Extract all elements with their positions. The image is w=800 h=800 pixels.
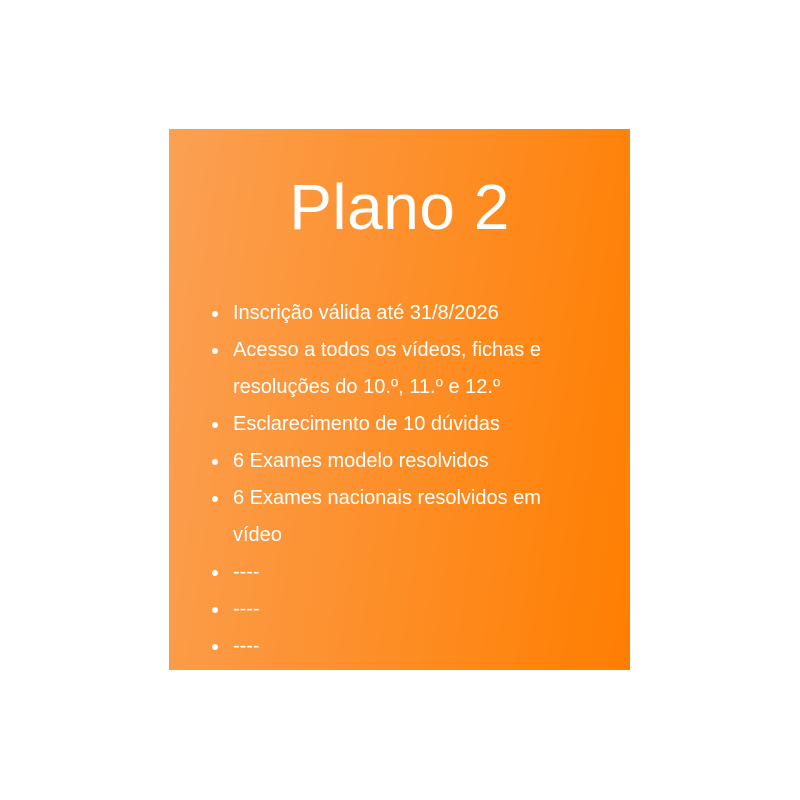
plan-card: [169, 129, 630, 670]
plan-feature-item: Esclarecimento de 10 dúvidas: [233, 406, 573, 443]
plan-feature-item-placeholder: ----: [233, 628, 573, 665]
plan-feature-list: [169, 295, 630, 665]
plan-title: Plano 2: [289, 171, 510, 243]
plan-feature-item-placeholder: ----: [233, 591, 573, 628]
plan-feature-item: 6 Exames nacionais resolvidos em vídeo: [233, 480, 573, 554]
plan-feature-item: Inscrição válida até 31/8/2026: [233, 295, 573, 332]
plan-feature-item-placeholder: ----: [233, 554, 573, 591]
plan-feature-item: 6 Exames modelo resolvidos: [233, 443, 573, 480]
plan-feature-item: Acesso a todos os vídeos, fichas e resoluções do 10.º, 11.º e 12.º: [233, 332, 573, 406]
